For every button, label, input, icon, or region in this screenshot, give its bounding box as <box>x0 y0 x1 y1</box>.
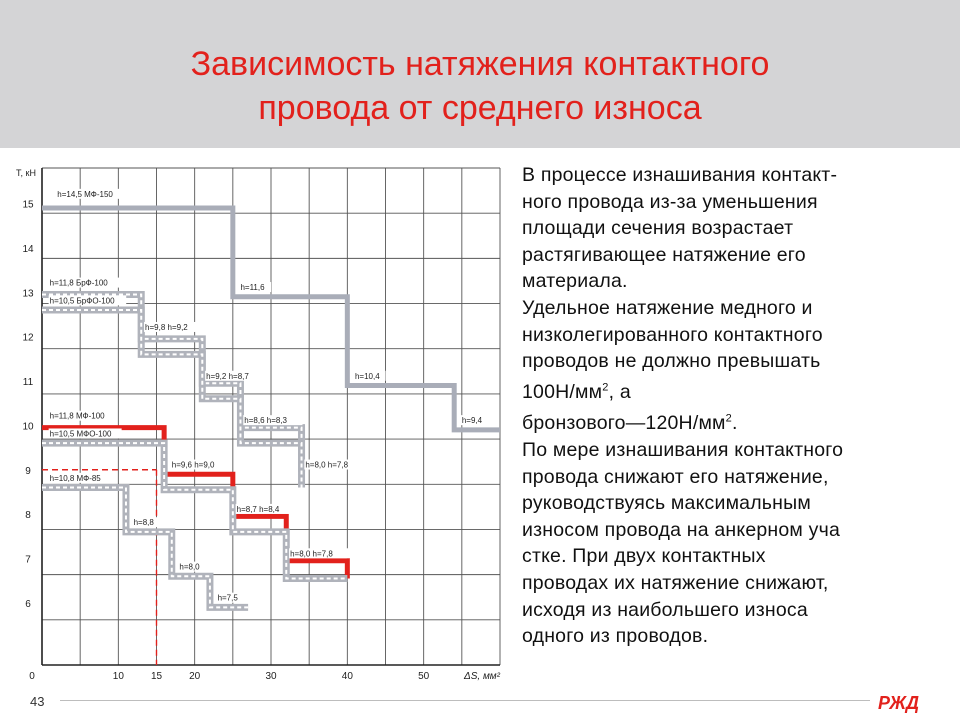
p3-line: стке. При двух контактных <box>522 545 766 568</box>
y-tick-label: 6 <box>25 598 31 610</box>
data-label: h=9,6 h=9,0 <box>171 460 215 470</box>
y-tick-label: 13 <box>22 288 34 300</box>
p2-line-4 <box>522 381 631 403</box>
p3-line: износом провода на анкерном уча <box>522 518 841 541</box>
data-label: h=8,7 h=8,4 <box>236 504 280 514</box>
p2-line: низколегированного контактного <box>522 323 823 346</box>
rzd-logo-text: РЖД <box>878 693 920 713</box>
x-tick-label: 40 <box>341 671 353 682</box>
p3-line: По мере изнашивания контактного <box>522 438 844 461</box>
p2-line: Удельное натяжение медного и <box>522 296 813 319</box>
p2-line: проводов не должно превышать <box>522 350 821 373</box>
data-label: h=8,0 h=7,8 <box>305 460 349 470</box>
superscript-2: 2 <box>602 381 609 394</box>
series-line-inner <box>42 488 248 608</box>
y-tick-label: 10 <box>22 421 34 433</box>
y-tick-label: 11 <box>22 377 34 388</box>
p1-line: растягивающее натяжение его <box>522 243 806 266</box>
x-axis-label: ΔS, мм² <box>464 671 500 682</box>
body-text <box>522 162 952 650</box>
superscript-2: 2 <box>725 412 732 425</box>
p3-line: исходя из наибольшего износа <box>522 598 808 621</box>
title-line-1: Зависимость натяжения контактного <box>190 45 770 83</box>
wear-tension-chart <box>10 160 510 685</box>
data-label: h=11,6 <box>240 283 265 293</box>
bronze-limit: бронзового—120Н/мм <box>522 412 726 435</box>
paragraph-3 <box>522 437 952 650</box>
p1-line: площади сечения возрастает <box>522 217 794 240</box>
data-label: h=10,5 БрФО-100 <box>49 296 115 306</box>
data-label: h=8,6 h=8,3 <box>244 416 288 426</box>
p1-line: материала. <box>522 270 628 293</box>
p3-line: руководствуясь максимальным <box>522 492 811 515</box>
data-label: h=8,8 <box>133 518 154 528</box>
p1-line: В процессе изнашивания контакт- <box>522 164 838 186</box>
page-number: 43 <box>30 694 45 709</box>
data-label: h=8,0 <box>179 562 200 572</box>
footer-divider <box>60 700 870 701</box>
y-tick-label: 15 <box>22 199 34 211</box>
rzd-logo-icon <box>876 690 932 716</box>
x-tick-label: 30 <box>265 671 277 682</box>
data-label: h=9,2 h=8,7 <box>206 371 249 381</box>
p2-line-5 <box>522 412 738 434</box>
copper-limit: 100Н/мм <box>522 381 603 404</box>
rzd-logo <box>876 690 932 721</box>
y-axis-label: T, кН <box>16 168 36 178</box>
data-label: h=10,4 <box>354 371 380 381</box>
p3-line: одного из проводов. <box>522 625 709 648</box>
data-label: h=9,4 <box>461 416 483 426</box>
x-tick-label: 20 <box>189 671 201 682</box>
data-label: h=8,0 h=7,8 <box>290 549 333 559</box>
x-tick-label: 0 <box>29 671 35 682</box>
y-tick-label: 8 <box>25 510 31 522</box>
paragraph-1 <box>522 162 952 295</box>
p1-line: ного провода из-за уменьшения <box>522 190 818 213</box>
y-tick-label: 7 <box>25 554 31 566</box>
data-label: h=10,5 МФО-100 <box>49 429 112 439</box>
y-tick-label: 12 <box>22 332 34 344</box>
data-label: h=10,8 МФ-85 <box>49 473 101 483</box>
x-tick-label: 10 <box>112 671 124 682</box>
p2-line-4-tail: , а <box>608 381 631 404</box>
title-line-2: провода от среднего износа <box>258 89 702 127</box>
paragraph-2 <box>522 295 952 437</box>
x-tick-label: 50 <box>418 671 430 682</box>
chart-svg <box>10 160 510 685</box>
series-line <box>42 488 248 608</box>
data-label: h=14,5 МФ-150 <box>57 189 113 199</box>
slide-title <box>60 42 900 130</box>
data-label: h=7,5 <box>217 593 238 603</box>
p3-line: провода снижают его натяжение, <box>522 465 829 488</box>
y-tick-label: 9 <box>25 465 31 477</box>
x-tick-label: 15 <box>150 671 163 682</box>
y-tick-label: 14 <box>22 243 34 255</box>
data-label: h=11,8 МФ-100 <box>49 411 105 421</box>
p2-line-5-tail: . <box>731 412 738 435</box>
p3-line: проводах их натяжение снижают, <box>522 571 829 594</box>
data-label: h=11,8 БрФ-100 <box>49 278 108 288</box>
data-label: h=9,8 h=9,2 <box>145 322 188 332</box>
